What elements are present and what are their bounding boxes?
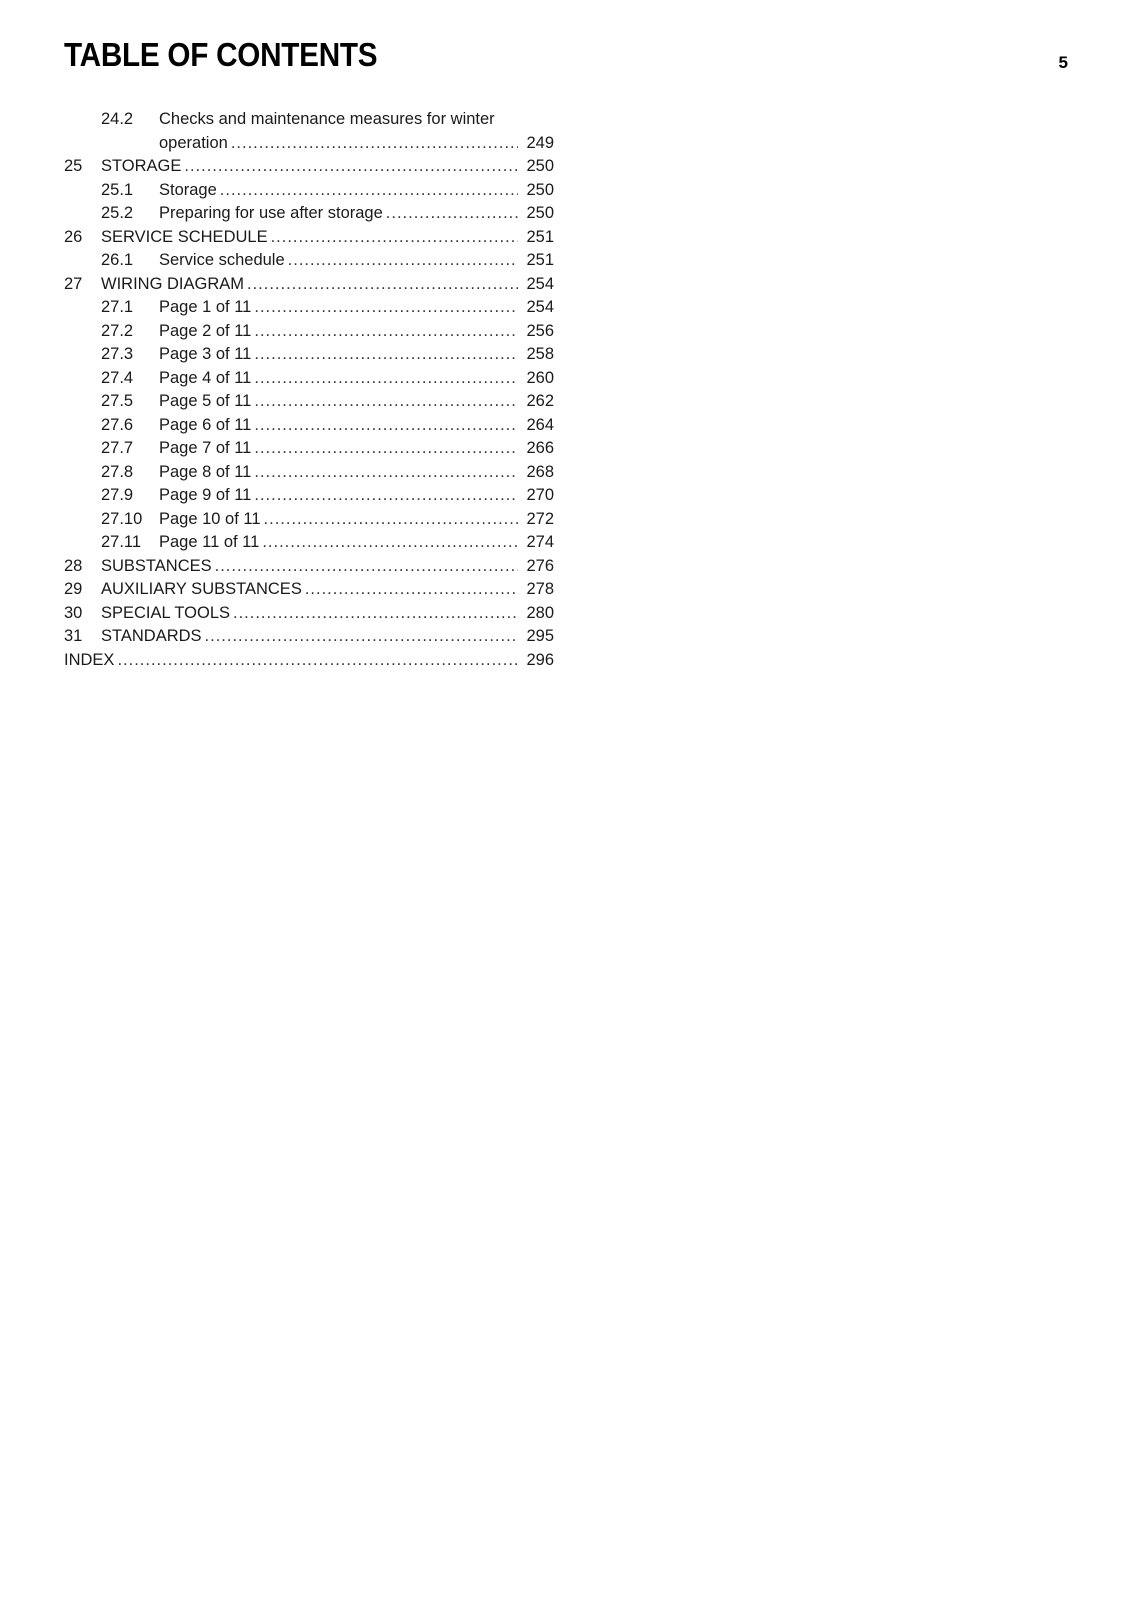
toc-entry-page: 272 bbox=[526, 509, 554, 528]
toc-entry-title: Page 4 of 11 bbox=[159, 368, 252, 387]
toc-entry[interactable] bbox=[64, 367, 554, 391]
toc-entry[interactable] bbox=[64, 390, 554, 414]
toc-entry-title: INDEX bbox=[64, 650, 115, 669]
toc-entry-title: Page 8 of 11 bbox=[159, 462, 252, 481]
toc-entry-title: Page 10 of 11 bbox=[159, 509, 261, 528]
toc-entry-title: Page 1 of 11 bbox=[159, 298, 252, 316]
toc-entry[interactable] bbox=[64, 226, 554, 250]
toc-leader-dots bbox=[117, 649, 518, 673]
toc-entry-page: 278 bbox=[526, 580, 554, 598]
toc-leader-dots bbox=[215, 555, 518, 579]
toc-entry-title: Checks and maintenance measures for winter bbox=[159, 110, 495, 128]
toc-entry-number: 27.3 bbox=[101, 345, 134, 363]
toc-entry[interactable] bbox=[64, 202, 554, 226]
toc-leader-dots bbox=[247, 273, 518, 297]
toc-leader-dots bbox=[184, 155, 518, 179]
toc-entry[interactable] bbox=[64, 155, 554, 179]
toc-entry-title: SPECIAL TOOLS bbox=[101, 603, 231, 622]
toc-entry-title: Page 9 of 11 bbox=[159, 486, 252, 504]
toc-entry-page: 249 bbox=[526, 133, 554, 152]
toc-entry-number: 31 bbox=[64, 627, 83, 645]
toc-entry-title: SERVICE SCHEDULE bbox=[101, 227, 268, 246]
toc-entry-page: 264 bbox=[526, 415, 554, 434]
toc-entry[interactable] bbox=[64, 578, 554, 602]
toc-entry-number: 27.4 bbox=[101, 368, 134, 387]
toc-entry-title: Page 3 of 11 bbox=[159, 345, 252, 363]
toc-entry-page: 296 bbox=[526, 650, 554, 669]
toc-leader-dots bbox=[305, 578, 518, 602]
toc-leader-dots bbox=[254, 296, 518, 320]
toc-leader-dots bbox=[231, 132, 518, 156]
toc-entry-number: 25 bbox=[64, 157, 83, 175]
toc-entry[interactable] bbox=[64, 602, 554, 626]
toc-entry[interactable] bbox=[64, 461, 554, 485]
toc-entry[interactable] bbox=[64, 625, 554, 649]
toc-leader-dots bbox=[254, 343, 518, 367]
toc-entry-number: 27.2 bbox=[101, 321, 134, 340]
toc-leader-dots bbox=[264, 508, 518, 532]
toc-leader-dots bbox=[254, 390, 518, 414]
toc-entry-number: 27.6 bbox=[101, 415, 134, 434]
toc-entry[interactable] bbox=[64, 555, 554, 579]
toc-entry-number: 25.1 bbox=[101, 180, 134, 199]
toc-entry-title: Page 6 of 11 bbox=[159, 415, 252, 434]
toc-entry[interactable] bbox=[64, 437, 554, 461]
toc-entry-number: 29 bbox=[64, 580, 83, 598]
toc-entry-page: 258 bbox=[526, 345, 554, 363]
toc-leader-dots bbox=[220, 179, 518, 203]
toc-entry-title: SUBSTANCES bbox=[101, 556, 212, 575]
toc-entry-number: 27.10 bbox=[101, 509, 143, 528]
toc-entry-number: 25.2 bbox=[101, 204, 134, 222]
toc-entry-title: Page 7 of 11 bbox=[159, 439, 252, 457]
toc-entry-number: 24.2 bbox=[101, 110, 134, 128]
toc-entry-number: 27.7 bbox=[101, 439, 134, 457]
toc-entry-number: 27.5 bbox=[101, 392, 134, 410]
toc-entry-title: Preparing for use after storage bbox=[159, 204, 383, 222]
table-of-contents bbox=[64, 108, 554, 672]
toc-entry-page: 250 bbox=[526, 204, 554, 222]
toc-leader-dots bbox=[386, 202, 518, 226]
toc-entry-number: 27.1 bbox=[101, 298, 134, 316]
toc-leader-dots bbox=[254, 484, 518, 508]
toc-entry-page: 251 bbox=[526, 251, 554, 269]
toc-leader-dots bbox=[233, 602, 518, 626]
toc-entry-page: 266 bbox=[526, 439, 554, 457]
toc-entry-number: 26 bbox=[64, 227, 83, 246]
toc-entry-title-continued: operation bbox=[159, 133, 228, 152]
toc-leader-dots bbox=[254, 367, 518, 391]
toc-leader-dots bbox=[254, 320, 518, 344]
toc-entry[interactable] bbox=[64, 414, 554, 438]
toc-entry[interactable] bbox=[64, 649, 554, 673]
toc-entry-page: 256 bbox=[526, 321, 554, 340]
toc-entry-page: 260 bbox=[526, 368, 554, 387]
toc-entry-page: 268 bbox=[526, 462, 554, 481]
toc-entry-list bbox=[64, 155, 554, 672]
toc-entry-page: 262 bbox=[526, 392, 554, 410]
toc-entry-page: 280 bbox=[526, 603, 554, 622]
toc-entry[interactable] bbox=[64, 320, 554, 344]
toc-entry-page: 295 bbox=[526, 627, 554, 645]
page-number: 5 bbox=[1058, 53, 1068, 72]
toc-entry-page: 274 bbox=[526, 533, 554, 551]
toc-entry-page: 250 bbox=[526, 180, 554, 199]
toc-entry-number: 27.11 bbox=[101, 533, 142, 551]
toc-entry-title: Service schedule bbox=[159, 251, 285, 269]
toc-entry[interactable] bbox=[64, 179, 554, 203]
toc-leader-dots bbox=[262, 531, 518, 555]
toc-entry[interactable] bbox=[64, 531, 554, 555]
toc-leader-dots bbox=[271, 226, 518, 250]
toc-entry-number: 28 bbox=[64, 556, 83, 575]
toc-leader-dots bbox=[254, 414, 518, 438]
toc-entry[interactable] bbox=[64, 273, 554, 297]
toc-entry-title: STANDARDS bbox=[101, 627, 202, 645]
toc-leader-dots bbox=[205, 625, 518, 649]
toc-entry[interactable] bbox=[64, 296, 554, 320]
toc-entry[interactable] bbox=[64, 508, 554, 532]
toc-entry[interactable] bbox=[64, 484, 554, 508]
toc-entry[interactable] bbox=[64, 343, 554, 367]
toc-entry-title: Page 2 of 11 bbox=[159, 321, 252, 340]
toc-entry-24-2-continued[interactable] bbox=[64, 132, 554, 156]
toc-entry-number: 27.9 bbox=[101, 486, 134, 504]
toc-entry-page: 276 bbox=[526, 556, 554, 575]
toc-entry-page: 251 bbox=[526, 227, 554, 246]
toc-entry-title: STORAGE bbox=[101, 157, 182, 175]
toc-entry-page: 254 bbox=[526, 274, 554, 293]
toc-entry-title: Page 5 of 11 bbox=[159, 392, 252, 410]
toc-leader-dots bbox=[254, 461, 518, 485]
toc-entry-page: 254 bbox=[526, 298, 554, 316]
toc-leader-dots bbox=[254, 437, 518, 461]
toc-entry-number: 27 bbox=[64, 274, 83, 293]
toc-entry-title: AUXILIARY SUBSTANCES bbox=[101, 580, 302, 598]
toc-entry-page: 270 bbox=[526, 486, 554, 504]
toc-entry-number: 30 bbox=[64, 603, 83, 622]
toc-entry[interactable] bbox=[64, 249, 554, 273]
toc-entry-number: 27.8 bbox=[101, 462, 134, 481]
toc-entry-24-2[interactable] bbox=[64, 108, 554, 132]
toc-entry-title: Storage bbox=[159, 180, 217, 199]
page-title: TABLE OF CONTENTS bbox=[64, 36, 378, 73]
toc-entry-page: 250 bbox=[526, 157, 554, 175]
toc-entry-number: 26.1 bbox=[101, 251, 134, 269]
toc-entry-title: WIRING DIAGRAM bbox=[101, 274, 244, 293]
toc-leader-dots bbox=[288, 249, 518, 273]
toc-entry-title: Page 11 of 11 bbox=[159, 533, 260, 551]
